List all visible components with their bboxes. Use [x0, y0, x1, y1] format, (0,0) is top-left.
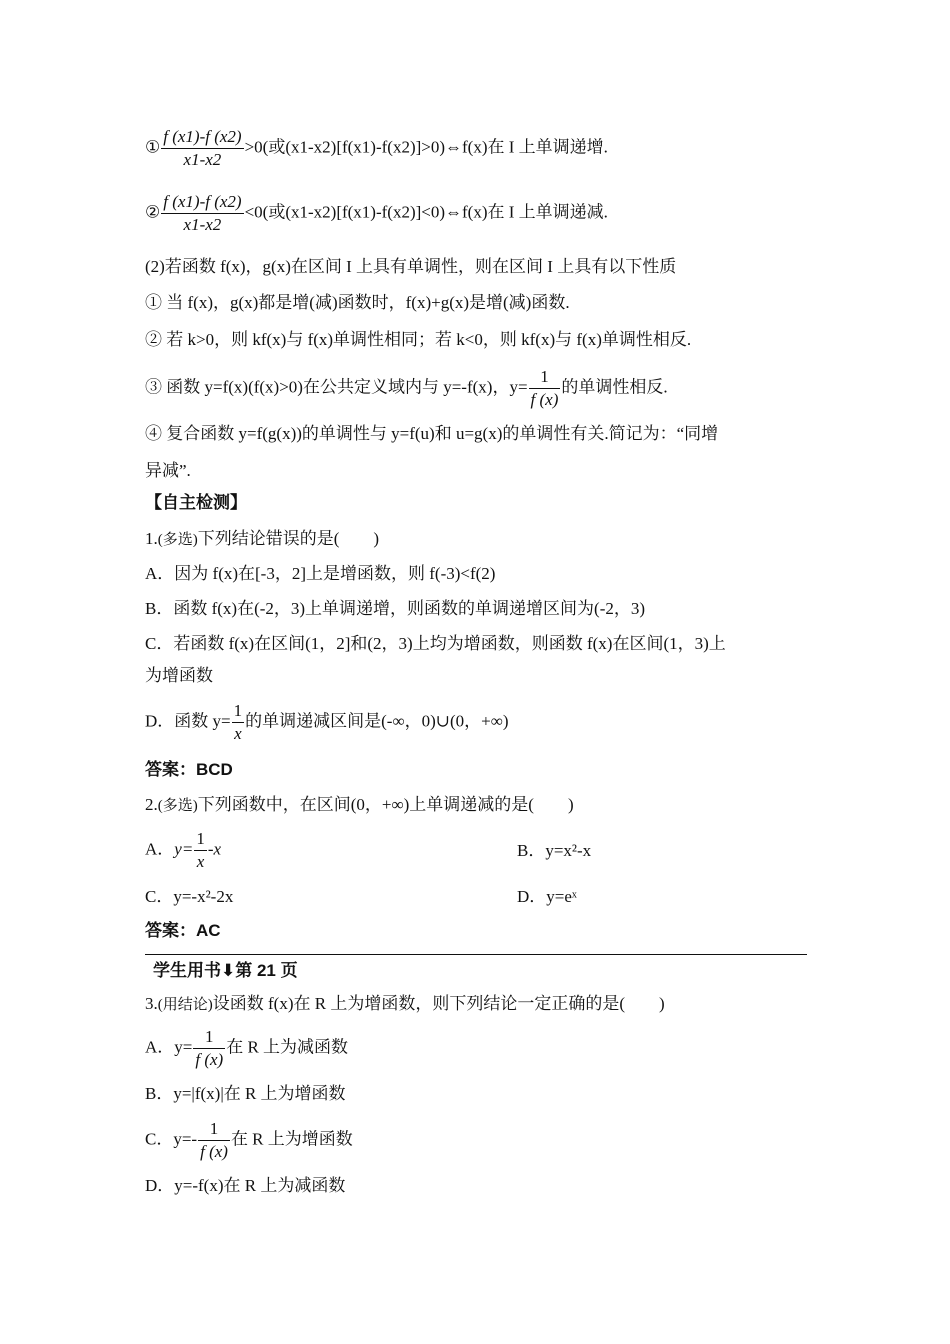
option-text: y= — [174, 839, 194, 859]
question-tag: (多选) — [157, 798, 198, 814]
item-text: ③ 函数 y=f(x)(f(x)>0)在公共定义域内与 y=-f(x)，y= — [145, 377, 528, 397]
property-decreasing — [145, 193, 608, 234]
option-label: C．y=- — [145, 1129, 198, 1149]
section-2-intro: (2)若函数 f(x)，g(x)在区间 I 上具有单调性，则在区间 I 上具有以下性质 — [145, 257, 677, 276]
fraction-numerator: 1 — [194, 830, 207, 851]
page-marker: 学生用书⬇第 21 页 — [153, 961, 298, 980]
question-2-stem — [145, 796, 574, 814]
question-2-option-d: D．y=eˣ — [517, 887, 577, 906]
fraction-denominator: f (x) — [195, 1049, 224, 1069]
section-2-item-4-line-2: 异减”. — [145, 461, 191, 480]
question-tag: (用结论) — [157, 997, 213, 1013]
question-number: 1. — [145, 529, 158, 548]
circle-number: ① — [145, 137, 161, 157]
section-2-item-4-line-1: ④ 复合函数 y=f(g(x))的单调性与 y=f(u)和 u=g(x)的单调性有关.简记为：“同增 — [145, 424, 719, 443]
fraction-numerator: 1 — [193, 1028, 225, 1049]
fraction-denominator: f (x) — [530, 389, 559, 409]
one-over-x-fraction — [232, 702, 245, 743]
self-check-heading: 【自主检测】 — [145, 493, 247, 512]
fraction-numerator: 1 — [198, 1120, 230, 1141]
question-1-option-c-line-1: C．若函数 f(x)在区间(1，2]和(2，3)上均为增函数，则函数 f(x)在区间(1，3)上 — [145, 634, 726, 653]
fraction-numerator: 1 — [529, 368, 561, 389]
difference-quotient-fraction — [161, 128, 243, 169]
question-1-answer: 答案：BCD — [145, 760, 233, 779]
question-text: 下列结论错误的是( ) — [197, 529, 380, 548]
reciprocal-fraction — [529, 368, 561, 409]
question-1-stem — [145, 530, 379, 548]
question-text: 下列函数中，在区间(0，+∞)上单调递减的是( ) — [197, 795, 574, 814]
item-text: 的单调性相反. — [561, 377, 668, 397]
question-1-option-d — [145, 702, 509, 743]
question-2-option-a — [145, 830, 221, 871]
question-1-option-a: A．因为 f(x)在[-3，2]上是增函数，则 f(-3)<f(2) — [145, 564, 496, 583]
question-1-option-c-line-2: 为增函数 — [145, 666, 213, 685]
option-label: A．y= — [145, 1037, 193, 1057]
section-2-item-2: ② 若 k>0，则 kf(x)与 f(x)单调性相同；若 k<0，则 kf(x)与 f(x)单调性相反. — [145, 330, 692, 349]
fraction-denominator: f (x) — [200, 1141, 228, 1161]
fraction-denominator: x1-x2 — [183, 214, 222, 234]
section-2-item-1: ① 当 f(x)，g(x)都是增(减)函数时，f(x)+g(x)是增(减)函数. — [145, 293, 570, 312]
question-2-option-c: C．y=-x²-2x — [145, 887, 234, 906]
circle-number: ② — [145, 202, 161, 222]
question-text: 设函数 f(x)在 R 上为增函数，则下列结论一定正确的是( ) — [212, 994, 665, 1013]
fraction-numerator: f (x1)-f (x2) — [161, 193, 243, 214]
fraction-denominator: x — [234, 723, 242, 743]
section-2-item-3 — [145, 368, 668, 409]
question-2-answer: 答案：AC — [145, 921, 221, 940]
question-3-stem — [145, 995, 665, 1013]
divider-line — [145, 954, 807, 955]
difference-quotient-fraction — [161, 193, 243, 234]
reciprocal-fraction — [198, 1120, 230, 1161]
fraction-denominator: x1-x2 — [183, 149, 222, 169]
option-text: 在 R 上为增函数 — [230, 1129, 353, 1149]
property-text: <0(或(x1-x2)[f(x1)-f(x2)]<0)⇔f(x)在 I 上单调递减. — [244, 202, 608, 222]
question-number: 2. — [145, 795, 158, 814]
option-text: 的单调递减区间是(-∞，0)∪(0，+∞) — [245, 711, 509, 731]
property-increasing — [145, 128, 608, 169]
option-label: A． — [145, 839, 175, 859]
one-over-x-fraction — [194, 830, 207, 871]
option-text: 在 R 上为减函数 — [226, 1037, 349, 1057]
question-1-option-b: B．函数 f(x)在(-2，3)上单调递增，则函数的单调递增区间为(-2，3) — [145, 599, 646, 618]
fraction-numerator: f (x1)-f (x2) — [161, 128, 243, 149]
question-3-option-d: D．y=-f(x)在 R 上为减函数 — [145, 1176, 346, 1195]
reciprocal-fraction — [193, 1028, 225, 1069]
option-text: D．函数 y= — [145, 711, 231, 731]
question-tag: (多选) — [157, 532, 198, 548]
property-text: >0(或(x1-x2)[f(x1)-f(x2)]>0)⇔f(x)在 I 上单调递增. — [244, 137, 608, 157]
question-3-option-a — [145, 1028, 348, 1069]
question-3-option-c — [145, 1120, 353, 1161]
question-number: 3. — [145, 994, 158, 1013]
fraction-numerator: 1 — [232, 702, 245, 723]
question-2-option-b: B．y=x²-x — [517, 841, 592, 860]
question-3-option-b: B．y=|f(x)|在 R 上为增函数 — [145, 1084, 346, 1103]
option-text: -x — [207, 839, 222, 859]
fraction-denominator: x — [196, 851, 205, 871]
